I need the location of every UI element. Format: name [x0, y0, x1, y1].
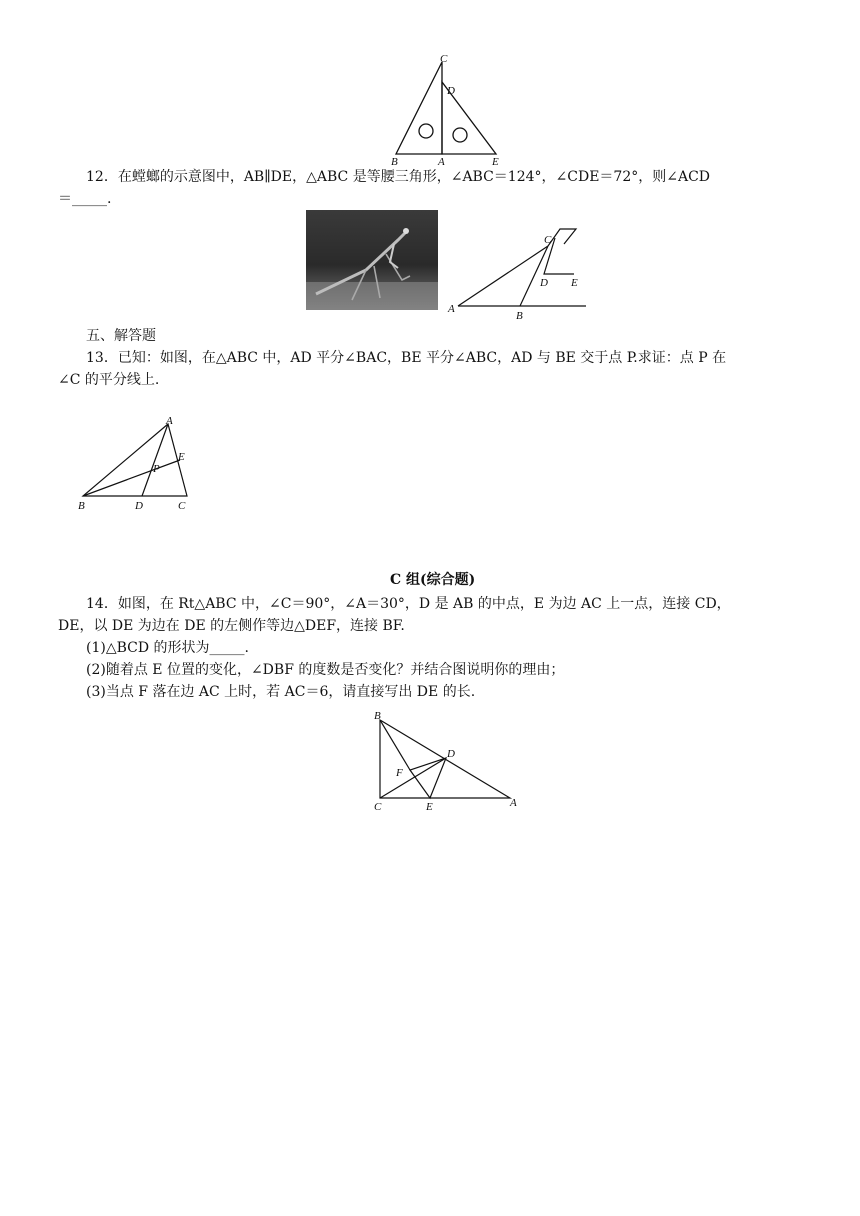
label-A: A [510, 797, 517, 809]
q14-sub1: (1)△BCD 的形状为_____. [86, 640, 249, 656]
label-B: B [391, 156, 398, 168]
q14-line1: 14．如图，在 Rt△ABC 中，∠C＝90°，∠A＝30°，D 是 AB 的中点，E 为边 AC 上一点，连接 CD， [86, 596, 731, 612]
label-F: F [396, 767, 403, 779]
label-A: A [448, 303, 455, 315]
right-hole [453, 128, 467, 142]
section-title: 五、解答题 [86, 328, 156, 344]
label-D: D [135, 500, 143, 512]
label-B: B [374, 710, 381, 722]
figure-set-squares [388, 52, 508, 168]
label-D: D [540, 277, 548, 289]
mantis-photo [306, 210, 438, 310]
label-A: A [438, 156, 445, 168]
q14-line2: DE，以 DE 为边在 DE 的左侧作等边△DEF，连接 BF. [58, 618, 405, 634]
label-C: C [374, 801, 382, 813]
q14-sub3: (3)当点 F 落在边 AC 上时，若 AC＝6，请直接写出 DE 的长. [86, 684, 476, 700]
figure-q14-triangle [368, 706, 528, 816]
label-B: B [78, 500, 85, 512]
label-A: A [166, 416, 173, 427]
label-C: C [178, 500, 186, 512]
label-P: P [153, 463, 160, 475]
figure-mantis-schematic [444, 224, 590, 322]
label-D: D [447, 85, 455, 97]
label-D: D [447, 748, 455, 760]
label-E: E [426, 801, 433, 813]
q13-line2: ∠C 的平分线上. [58, 372, 160, 388]
figure-q13-triangle [72, 416, 200, 514]
q13-line1: 13．已知：如图，在△ABC 中，AD 平分∠BAC，BE 平分∠ABC，AD 与 BE 交于点 P.求证：点 P 在 [86, 350, 727, 366]
left-triangle [396, 62, 442, 154]
group-c-heading: C 组(综合题) [390, 572, 476, 588]
left-hole [419, 124, 433, 138]
q12-line2: ＝_____. [58, 191, 112, 207]
q12-line1: 12．在螳螂的示意图中，AB∥DE，△ABC 是等腰三角形，∠ABC＝124°，∠CDE＝72°，则∠ACD [86, 169, 711, 185]
label-B: B [516, 310, 523, 322]
q14-sub2: (2)随着点 E 位置的变化，∠DBF 的度数是否变化？并结合图说明你的理由； [86, 662, 565, 678]
label-E: E [492, 156, 499, 168]
label-E: E [571, 277, 578, 289]
label-C: C [544, 234, 552, 246]
label-C: C [440, 53, 448, 65]
label-E: E [178, 451, 185, 463]
